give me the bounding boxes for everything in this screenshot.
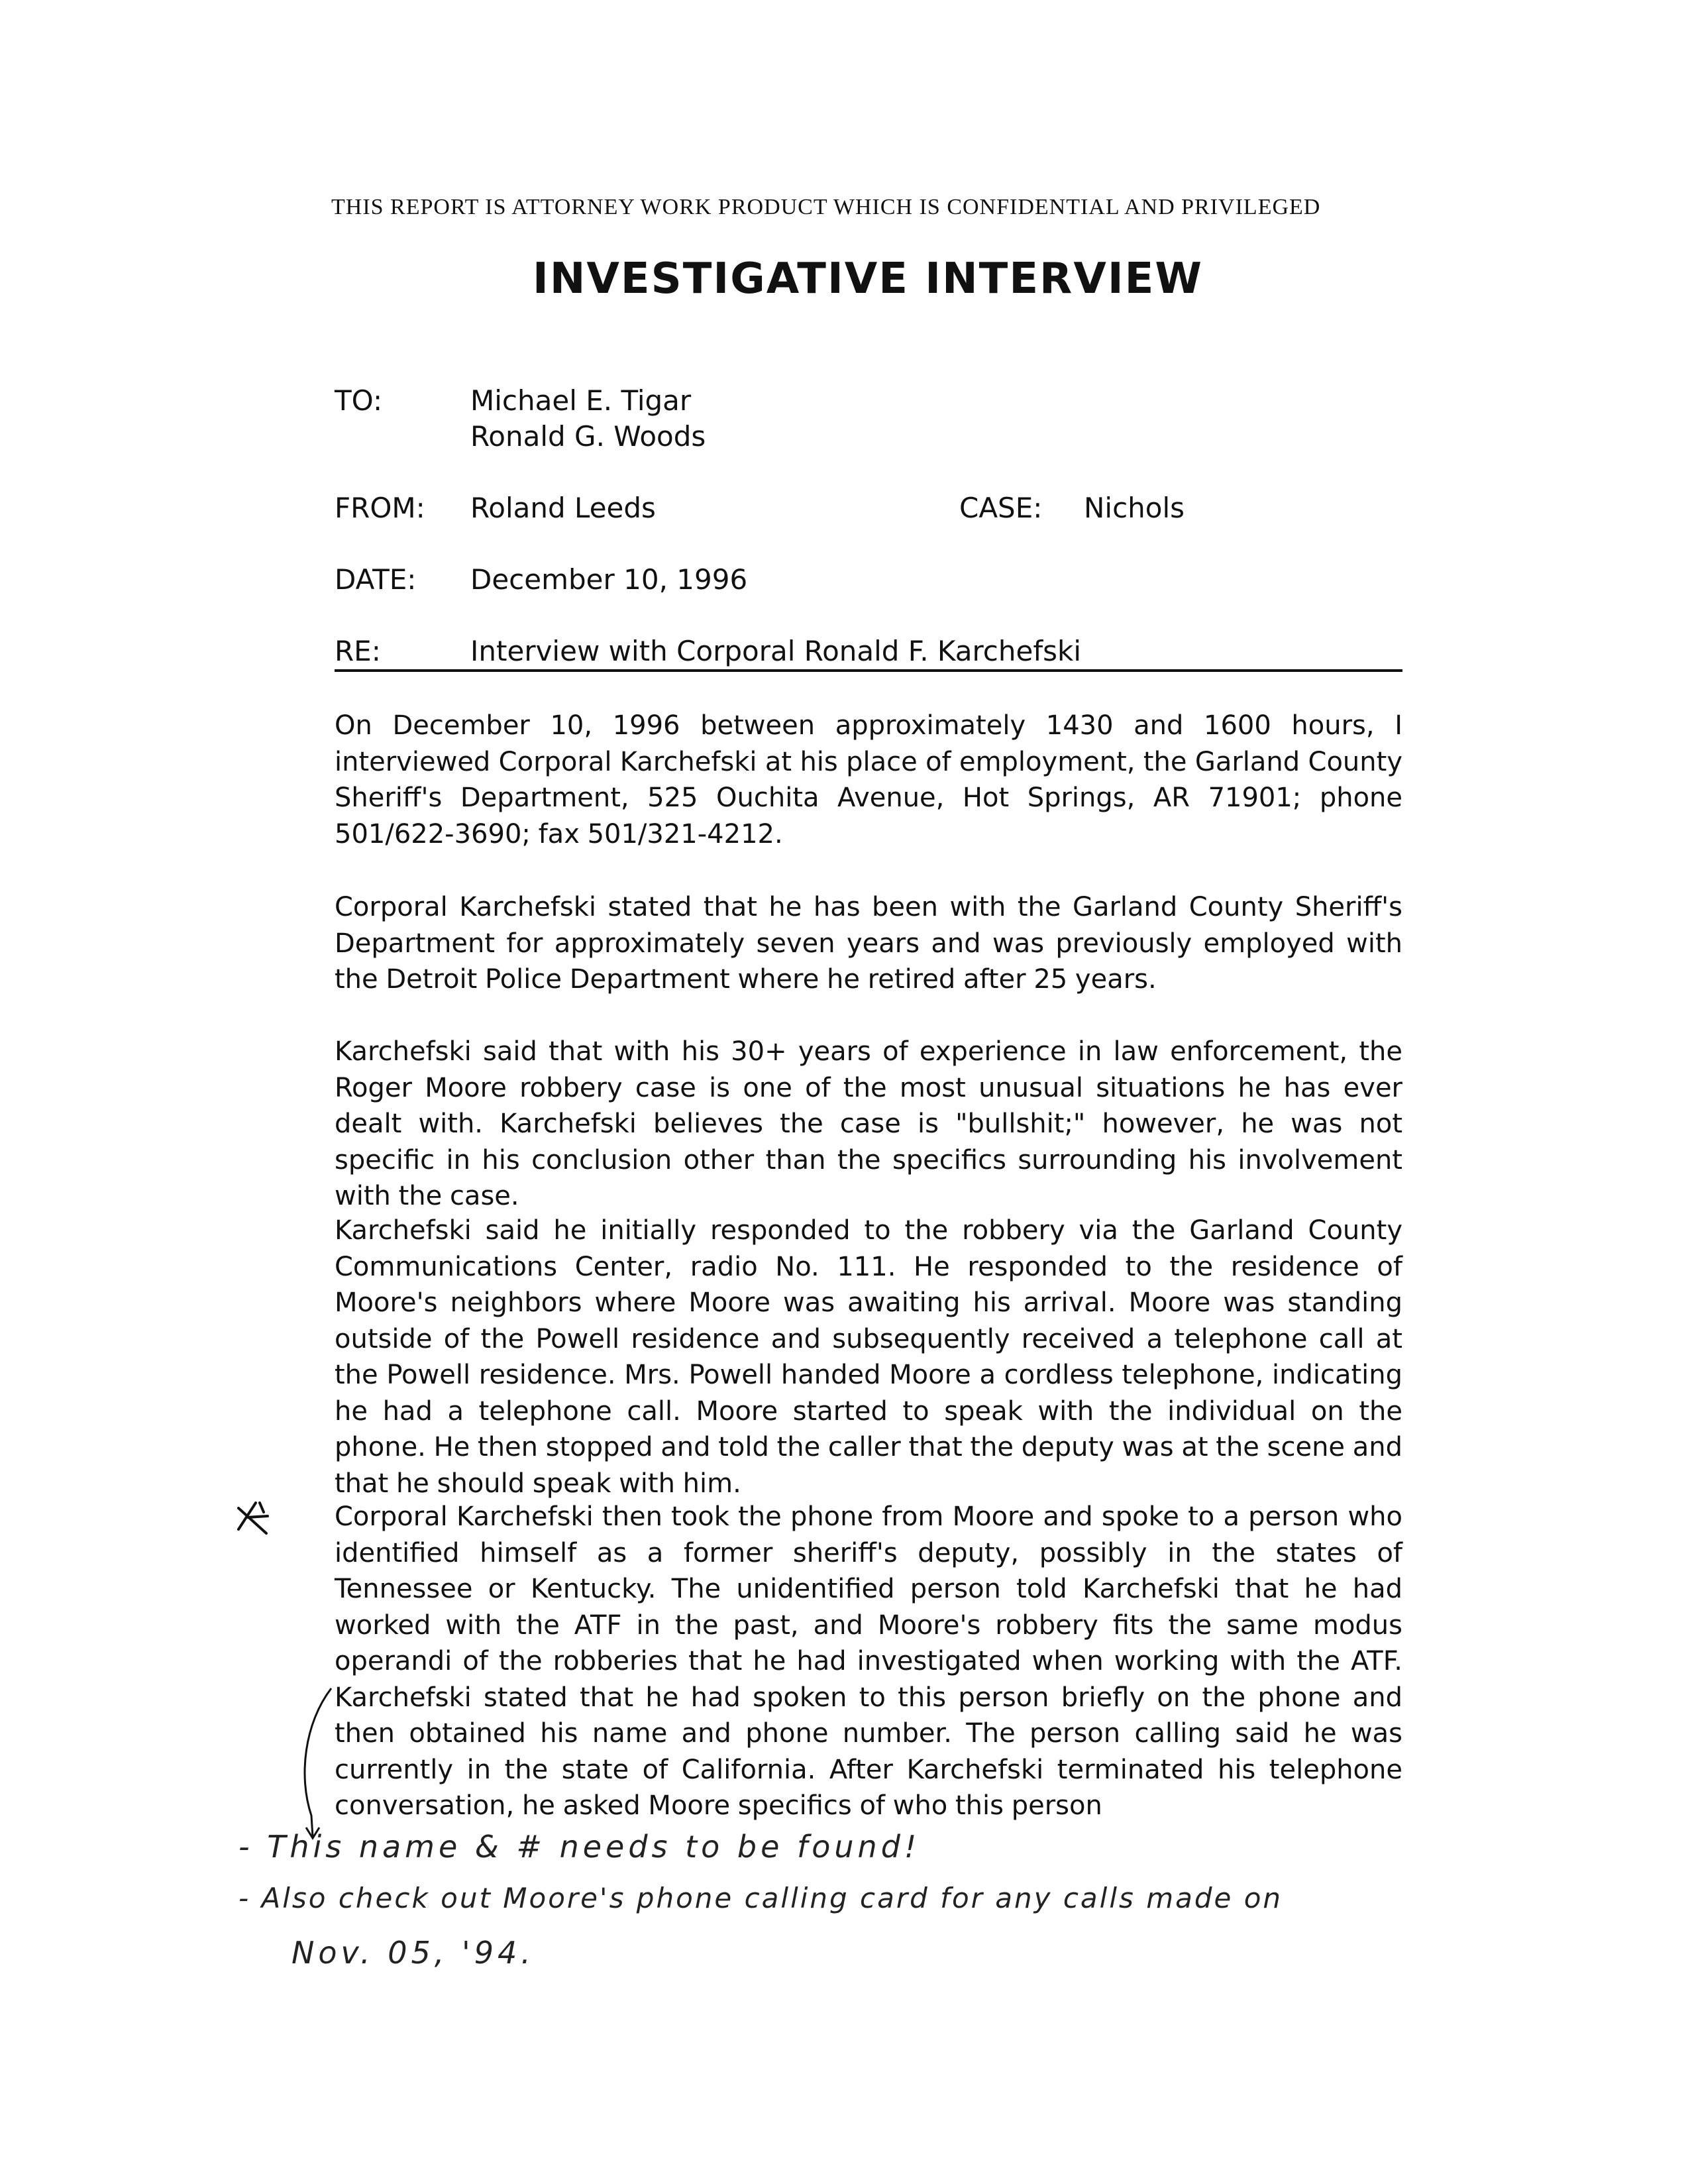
handwritten-note-1: - This name & # needs to be found! [238,1829,921,1865]
paragraph-1: On December 10, 1996 between approximately 1430 and 1600 hours, I interviewed Corporal Karchefski at his place of employment, the Garland County Sheriff's Department, 525 Ouchita Avenue, Hot Springs, AR 71901; phone 501/622-3690; fax 501/321-4212. [335,710,1402,849]
confidential-notice: THIS REPORT IS ATTORNEY WORK PRODUCT WHICH IS CONFIDENTIAL AND PRIVILEGED [331,195,1321,219]
to-label: TO: [335,384,383,417]
document-title: INVESTIGATIVE INTERVIEW [533,254,1203,303]
asterisk-mark-icon [233,1499,273,1539]
handwritten-note-2: - Also check out Moore's phone calling card for any calls made on [238,1882,1283,1914]
case-value: Nichols [1084,492,1185,524]
date-label: DATE: [335,563,417,596]
bracket-arrow-icon [291,1683,344,1842]
paragraph-4: Karchefski said he initially responded to the robbery via the Garland County Communications Center, radio No. 111. He responded to the residence of Moore's neighbors where Moore was awaiting his arrival. Moore was standing outside of the Powell residence and subsequently received a telephone call at the Powell residence. Mrs. Powell handed Moore a cordless telephone, indicating he had a telephone call. Moore started to speak with the individual on the phone. He then stopped and told the caller that the deputy was at the scene and that he should speak with him. [335,1215,1402,1499]
from-label: FROM: [335,492,425,524]
case-label: CASE: [959,492,1043,524]
date-value: December 10, 1996 [470,563,748,596]
paragraph-3: Karchefski said that with his 30+ years of experience in law enforcement, the Roger Moore robbery case is one of the most unusual situations he has ever dealt with. Karchefski believes the case is "bullshit;" however, he was not specific in his conclusion other than the specifics surrounding his involvement with the case. [335,1036,1402,1211]
to-recipient-2: Ronald G. Woods [470,420,706,453]
handwritten-note-3: Nov. 05, '94. [291,1935,535,1971]
from-value: Roland Leeds [470,492,656,524]
paragraph-2: Corporal Karchefski stated that he has been with the Garland County Sheriff's Department for approximately seven years and was previously employed with the Detroit Police Department where he retired after 25 years. [335,892,1402,995]
to-recipient-1: Michael E. Tigar [470,384,692,417]
re-value: Interview with Corporal Ronald F. Karchefski [470,635,1082,667]
header-divider [335,669,1402,672]
re-label: RE: [335,635,381,667]
paragraph-5: Corporal Karchefski then took the phone from Moore and spoke to a person who identified himself as a former sheriff's deputy, possibly in the states of Tennessee or Kentucky. The unidentified person told Karchefski that he had worked with the ATF in the past, and Moore's robbery fits the same modus operandi of the robberies that he had investigated when working with the ATF. Karchefski stated that he had spoken to this person briefly on the phone and then obtained his name and phone number. The person calling said he was currently in the state of California. After Karchefski terminated his telephone conversation, he asked Moore specifics of who this person [335,1502,1402,1821]
